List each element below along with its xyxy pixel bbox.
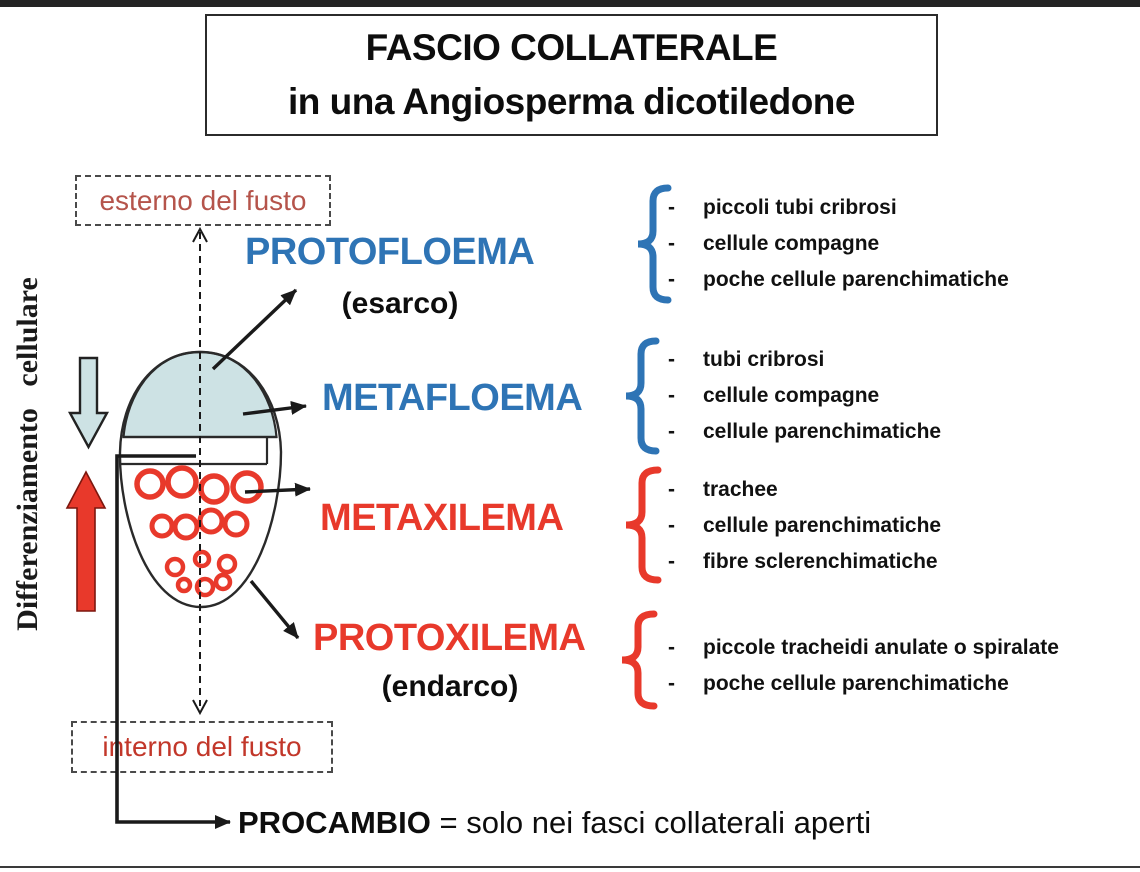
- bullet-dash: -: [668, 348, 675, 371]
- bullet-dash: -: [668, 550, 675, 573]
- list-item: - piccoli tubi cribrosi: [668, 190, 1009, 226]
- brace-metafloema: [626, 341, 656, 451]
- list-item: - poche cellule parenchimatiche: [668, 262, 1009, 298]
- metafloema-items: [668, 342, 941, 450]
- pointer-arrow-protoxilema: [251, 581, 298, 638]
- title-line-2: in una Angiosperma dicotiledone: [288, 81, 855, 122]
- bottom-rule: [0, 866, 1140, 868]
- protoxilema-items: [668, 630, 1059, 702]
- center-dashed-line: [193, 229, 207, 713]
- list-item: - poche cellule parenchimatiche: [668, 666, 1059, 702]
- bundle-outline: [120, 352, 281, 607]
- bullet-dash: -: [668, 478, 675, 501]
- list-item: - piccole tracheidi anulate o spiralate: [668, 630, 1059, 666]
- bullet-dash: -: [668, 420, 675, 443]
- xylem-vessels: [137, 468, 261, 595]
- bullet-dash: -: [668, 514, 675, 537]
- metaxilema-items: [668, 472, 941, 580]
- protofloema-items: [668, 190, 1009, 298]
- title-line-1: FASCIO COLLATERALE: [365, 27, 778, 68]
- list-item: - fibre sclerenchimatiche: [668, 544, 941, 580]
- list-item: - cellule parenchimatiche: [668, 414, 941, 450]
- brace-protofloema: [638, 188, 668, 300]
- differentiation-up-arrow: [67, 472, 105, 611]
- procambio-text: = solo nei fasci collaterali aperti: [439, 805, 872, 840]
- bullet-dash: -: [668, 196, 675, 219]
- list-item: - tubi cribrosi: [668, 342, 941, 378]
- pointer-arrow-metaxilema: [245, 489, 310, 492]
- title-box: [205, 14, 938, 136]
- procambio-definition: [238, 804, 871, 842]
- label-metaxilema: METAXILEMA: [320, 497, 564, 539]
- brace-metaxilema: [626, 470, 658, 580]
- interno-del-fusto-box: [71, 721, 333, 773]
- esterno-label: esterno del fusto: [99, 184, 307, 216]
- differentiation-axis-label: Differenziamento cellulare: [11, 277, 44, 631]
- interno-label: interno del fusto: [102, 731, 302, 762]
- phloem-cap: [124, 352, 277, 437]
- label-protofloema: PROTOFLOEMA: [245, 231, 535, 273]
- pointer-arrow-protofloema: [213, 290, 296, 369]
- vascular-bundle-cross-section: [120, 352, 281, 607]
- label-protoxilema: PROTOXILEMA: [313, 617, 586, 659]
- label-esarco: (esarco): [341, 287, 459, 320]
- pointer-arrow-metafloema: [243, 406, 306, 414]
- label-endarco: (endarco): [381, 670, 519, 703]
- list-item: - cellule parenchimatiche: [668, 508, 941, 544]
- list-item: - cellule compagne: [668, 378, 941, 414]
- brace-protoxilema: [622, 614, 654, 706]
- bullet-dash: -: [668, 636, 675, 659]
- bullet-dash: -: [668, 232, 675, 255]
- bullet-dash: -: [668, 268, 675, 291]
- bullet-dash: -: [668, 384, 675, 407]
- label-metafloema: METAFLOEMA: [322, 377, 583, 419]
- list-item: - trachee: [668, 472, 941, 508]
- differentiation-down-arrow: [70, 358, 107, 447]
- procambio-term: PROCAMBIO: [238, 805, 431, 840]
- bullet-dash: -: [668, 672, 675, 695]
- list-item: - cellule compagne: [668, 226, 1009, 262]
- top-black-bar: [0, 0, 1140, 7]
- esterno-del-fusto-box: [75, 175, 331, 226]
